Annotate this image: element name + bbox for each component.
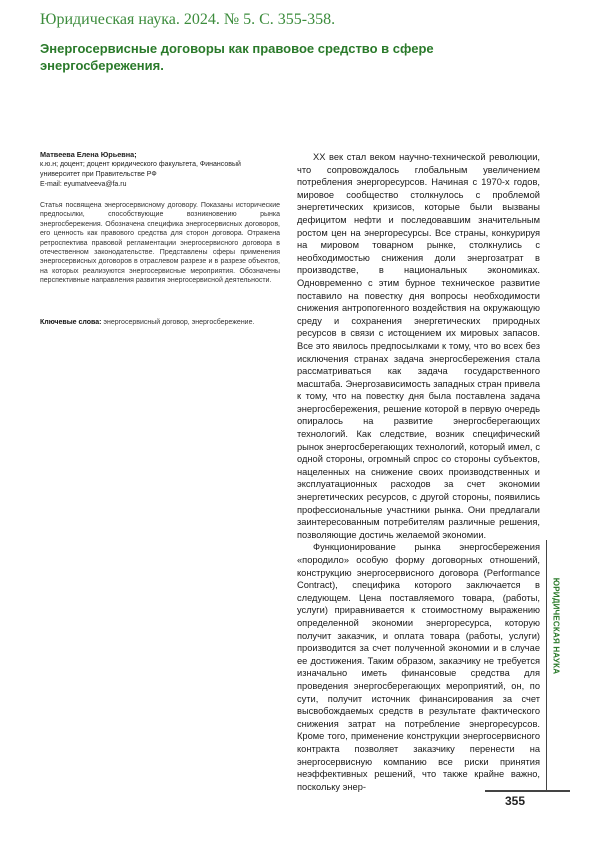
article-title: Энергосервисные договоры как правовое средство в сфере энергосбережения. bbox=[40, 41, 434, 73]
footer-divider bbox=[485, 790, 570, 792]
body-paragraph: Функционирование рынка энергосбережения «породило» особую форму договорных отношений, конструкцию энергосервисного договора (Performance Contract), специфика которого заключается в следующем. Цена поставляемого товара, (работы, услуги) приравнивается к стоимостному выражению определенной экономии энергоресурса, которую получит заказчик, и оплата товара (работы, услуги) производится за счет полученной экономии и в случае ее достижения. Таким образом, заказчику не требуется изначально иметь финансовые средства для проведения энергосберегающих мероприятий, он, по сути, получит источник финансирования за счет высвобождаемых средств в результате фактического снижения затрат на потребление энергоресурсов. Кроме того, применение конструкции энергосервисного контракта позволяет заказчику перенести на энергосервисную компанию все риски принятия неэффективных решений, что также крайне важно, поскольку энер- bbox=[297, 542, 540, 792]
page-number: 355 bbox=[505, 794, 526, 808]
body-text bbox=[297, 151, 540, 793]
abstract: Статья посвящена энергосервисному договору. Показаны исторические предпосылки, способствующие возникновению рынка энергосбережения. Обозначена специфика энергосервисных договоров, его ценность как правового средства для сторон договора. Отражена ретроспектива правовой регламентации энергосервисного договора в отечественном законодательстве. Представлены сферы применения энергосервисных договоров в отраслевом разрезе и в разрезе объектов, на которых реализуются энергосервисные мероприятия. Обозначены перспективные направления развития энергосервисной деятельности. bbox=[40, 202, 280, 285]
author-name: Матвеева Елена Юрьевна; bbox=[40, 150, 137, 159]
side-label: ЮРИДИЧЕСКАЯ НАУКА bbox=[551, 577, 561, 675]
author-email: E-mail: eyumatveeva@fa.ru bbox=[40, 181, 127, 188]
author-block bbox=[40, 150, 280, 190]
author-position: к.ю.н; доцент; доцент юридического факультета, Финансовый университет при Правительстве РФ bbox=[40, 161, 241, 178]
body-paragraph: XX век стал веком научно-технической революции, что сопровождалось глобальным увеличением потребления энергоресурсов. Начиная с 1970-х годов, мировое сообщество столкнулось с проблемой энергетических кризисов, которые были вызваны дефицитом нефти и последовавшим значительным ростом цен на энергоресурсы. Все страны, конкурируя на мировом товарном рынке, столкнулись с необходимостью снижения доли энергозатрат в производстве, в национальных экономиках. Одновременно с этим бурное техническое развитие поставило на повестку дня вопросы необходимости снижения антропогенного воздействия на окружающую среду и сохранения энергетических природных ресурсов в связи с истощением их мировых запасов. Все это явилось предпосылками к тому, что во всех без исключения странах задача энергосбережения стала рассматриваться как задача государственного масштаба. Энергозависимость западных стран привела к тому, что на повестку дня была поставлена задача энергосбережения, решение которой в первую очередь опиралось на развитие энергосберегающих технологий. Как следствие, возник специфический рынок энергосберегающих технологий, который имел, с одной стороны, огромный спрос со стороны субъектов, нацеленных на снижение своих производственных и эксплуатационных расходов за счет экономии энергетических ресурсов, с другой стороны, появились профессиональные участники рынка. Они предлагали заинтересованным потребителям различные решения, позволяющие достичь желаемой экономии. bbox=[297, 152, 540, 540]
side-divider bbox=[546, 540, 547, 790]
keywords bbox=[40, 318, 280, 327]
keywords-text: энергосервисный договор, энергосбережение. bbox=[103, 319, 255, 326]
keywords-label: Ключевые слова: bbox=[40, 319, 102, 326]
journal-header: Юридическая наука. 2024. № 5. С. 355-358. bbox=[40, 11, 336, 28]
